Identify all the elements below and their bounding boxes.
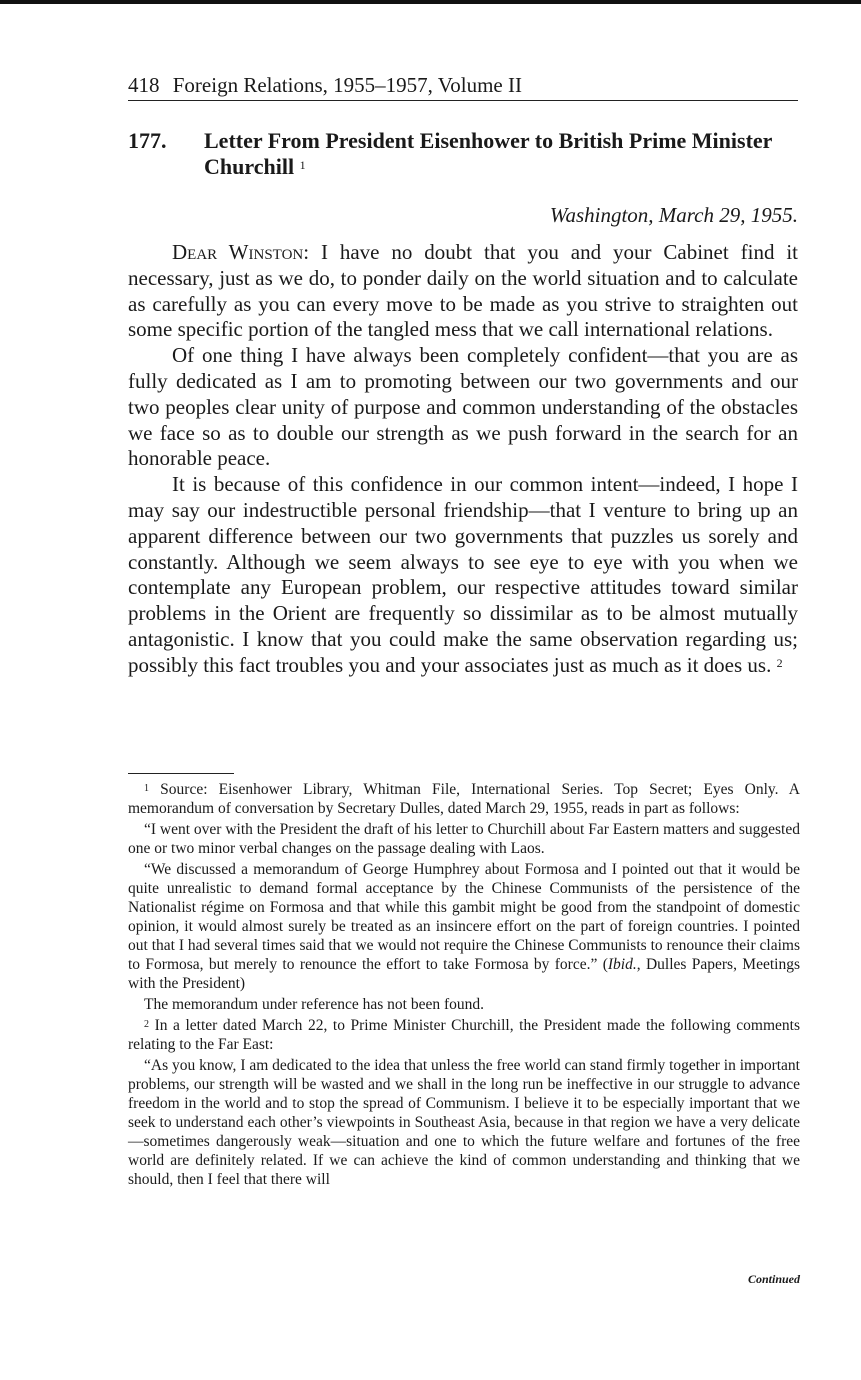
footnote-1-quote-2	[128, 860, 800, 993]
body-paragraph	[128, 472, 798, 678]
document-title-text: Letter From President Eisenhower to British Prime Minister Churchill	[204, 128, 773, 179]
footnotes	[128, 780, 800, 1191]
footnote-ref-1[interactable]: 1	[299, 158, 306, 172]
footnote-marker: 1	[144, 783, 149, 794]
footnote-text: , Dulles Papers, Meetings with the President)	[128, 956, 800, 992]
footnote-text: In a letter dated March 22, to Prime Minister Churchill, the President made the following comments relating to the Far East:	[128, 1017, 801, 1053]
paragraph-text: Of one thing I have always been completely confident—that you are as fully dedicated as I am to promoting between our two governments and our two peoples clear unity of purpose and common understanding of the obstacles we face so as to double our strength as we push forward in the search for an honorable peace.	[128, 343, 798, 471]
paragraph-text: I have no doubt that you and your Cabinet find it necessary, just as we do, to ponder daily on the world situation and to calculate as carefully as you can every move to be made as you strive to straighten out some specific portion of the tangled mess that we call international relations.	[128, 240, 799, 342]
dateline: Washington, March 29, 1955.	[549, 203, 798, 227]
document-number: 177.	[128, 128, 167, 153]
letter-body	[128, 240, 798, 679]
footnote-1-note: The memorandum under reference has not been found.	[144, 996, 485, 1013]
ibid-citation: Ibid.	[607, 956, 637, 973]
salutation: Dear Winston:	[172, 240, 310, 264]
footnote-ref-2[interactable]: 2	[776, 655, 783, 670]
body-paragraph	[128, 343, 798, 472]
document-title-block	[128, 128, 800, 180]
footnote-text: Source: Eisenhower Library, Whitman File, International Series. Top Secret; Eyes Only. A memorandum of conversation by Secretary Dulles, dated March 29, 1955, reads in part as follows:	[128, 781, 801, 817]
page-number: 418	[128, 73, 160, 97]
body-paragraph	[128, 240, 798, 343]
running-header	[128, 72, 798, 101]
running-title: Foreign Relations, 1955–1957, Volume II	[172, 73, 522, 97]
continued-label: Continued	[747, 1272, 800, 1286]
footnote-text: “We discussed a memorandum of George Humphrey about Formosa and I pointed out that it would be quite unrealistic to demand formal acceptance by the Chinese Communists of the persistence of the Nationalist régime on Formosa and that while this gambit might be good from the standpoint of domestic opinion, it would almost surely be treated as an insincere effort on the part of foreign countries. I pointed out that I had several times said that we would not require the Chinese Communists to renounce their claims to Formosa, but merely to renounce the effort to take Formosa by force.” (	[128, 861, 800, 973]
footnote-1-quote-1: “I went over with the President the draft of his letter to Churchill about Far Eastern matters and suggested one or two minor verbal changes on the passage dealing with Laos.	[128, 821, 800, 857]
footnote-1	[128, 780, 800, 818]
top-edge-rule	[0, 0, 861, 4]
footnote-marker: 2	[144, 1019, 149, 1030]
paragraph-text: It is because of this confidence in our common intent—indeed, I hope I may say our indestructible personal friendship—that I venture to bring up an apparent difference between our two governments that puzzles us sorely and constantly. Although we seem always to see eye to eye with you when we contemplate any European problem, our respective attitudes toward similar problems in the Orient are frequently so dissimilar as to be almost mutually antagonistic. I know that you could make the same observation regarding us; possibly this fact troubles you and your associates just as much as it does us.	[128, 472, 798, 677]
document-title	[128, 128, 800, 180]
footnote-separator	[128, 773, 234, 774]
footnote-2-quote: “As you know, I am dedicated to the idea that unless the free world can stand firmly together in important problems, our strength will be wasted and we shall in the long run be ineffective in our struggle to advance freedom in the world and to stop the spread of Communism. I believe it to be especially important that we seek to understand each other’s viewpoints in Southeast Asia, because in that region we have a very delicate—sometimes dangerously weak—situation and one to which the future welfare and fortunes of the free world are definitely related. If we can achieve the kind of common understanding and thinking that we should, then I feel that there will	[128, 1057, 800, 1188]
footnote-2	[128, 1016, 800, 1054]
